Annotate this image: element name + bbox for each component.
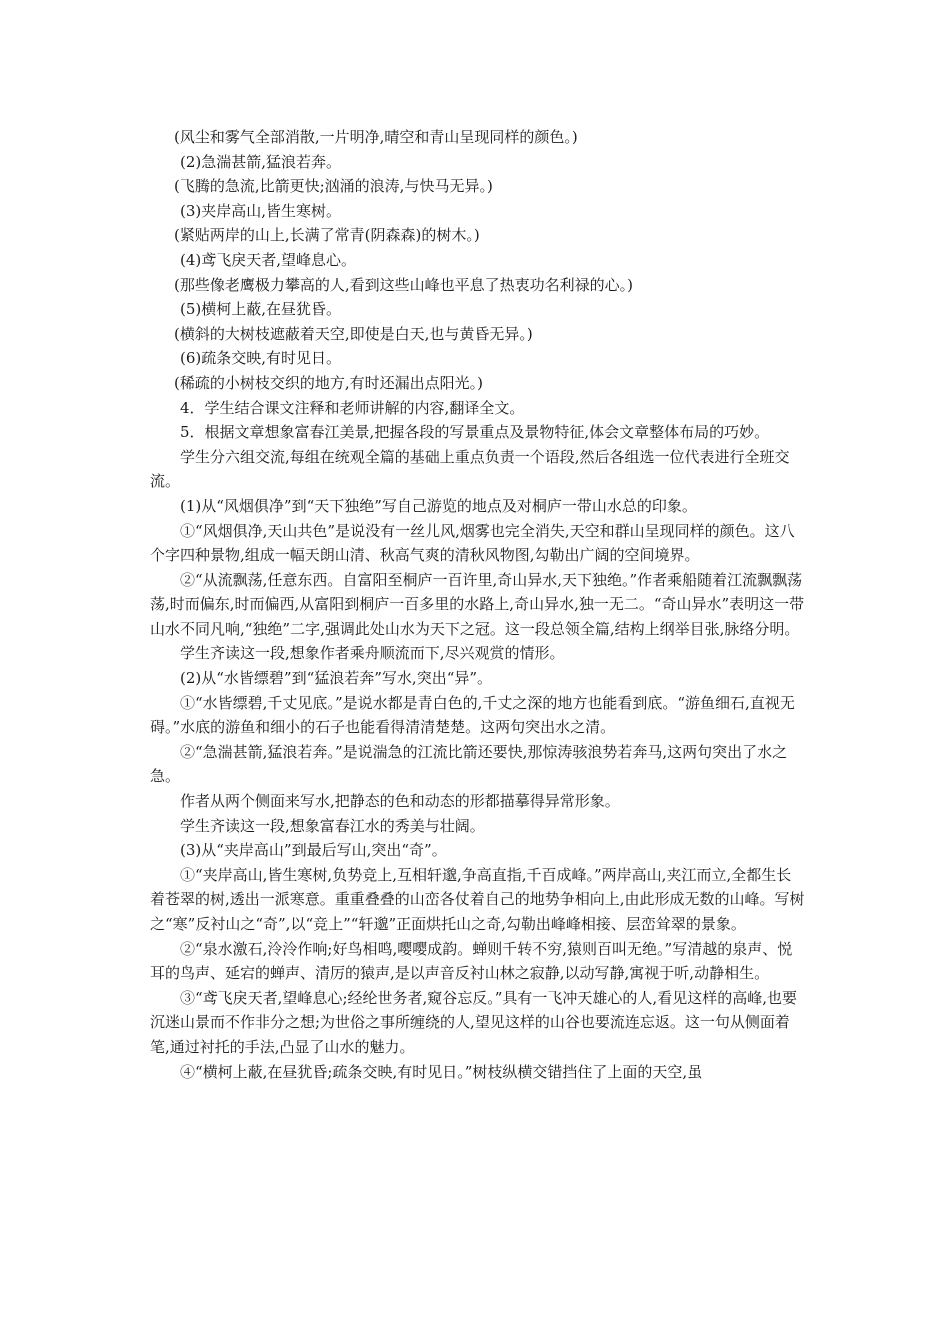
translation-line: (飞腾的急流,比箭更快;汹涌的浪涛,与快马无异。): [174, 177, 493, 196]
translation-line: (紧贴两岸的山上,长满了常青(阴森森)的树木。): [174, 226, 480, 245]
analysis-paragraph: ①“风烟俱净,天山共色”是说没有一丝儿风,烟雾也完全消失,天空和群山呈现同样的颜色。这八个字四种景物,组成一幅天朗山清、秋高气爽的清秋风物图,勾勒出广阔的空间境界。: [150, 521, 795, 565]
sentence-item: (5)横柯上蔽,在昼犹昏。: [180, 300, 342, 319]
translation-line: (风尘和雾气全部消散,一片明净,晴空和青山呈现同样的颜色。): [174, 128, 578, 146]
body-paragraph: 作者从两个侧面来写水,把静态的色和动态的形都描摹得异常形象。: [180, 792, 620, 811]
analysis-paragraph: ②“急湍甚箭,猛浪若奔。”是说湍急的江流比箭还要快,那惊涛骇浪势若奔马,这两句突出了水之急。: [150, 742, 788, 786]
analysis-paragraph: ④“横柯上蔽,在昼犹昏;疏条交映,有时见日。”树枝纵横交错挡住了上面的天空,虽: [180, 1062, 703, 1081]
translation-line: (那些像老鹰极力攀高的人,看到这些山峰也平息了热衷功名利禄的心。): [174, 275, 633, 294]
analysis-paragraph: ②“从流飘荡,任意东西。自富阳至桐庐一百许里,奇山异水,天下独绝。”作者乘船随着江流飘飘荡荡,时而偏东,时而偏西,从富阳到桐庐一百多里的水路上,奇山异水,独一无二。“奇山异水”表明这一带山水不同凡响,“独绝”二字,强调此处山水为天下之冠。这一段总领全篇,结构上纲举目张,脉络分明。: [150, 570, 805, 638]
step-paragraph: 5．根据文章想象富春江美景,把握各段的写景重点及景物特征,体会文章整体布局的巧妙。: [180, 423, 770, 442]
body-paragraph: 学生分六组交流,每组在统观全篇的基础上重点负责一个语段,然后各组选一位代表进行全班交流。: [150, 447, 790, 491]
translation-line: (横斜的大树枝遮蔽着天空,即使是白天,也与黄昏无异。): [174, 324, 533, 343]
analysis-paragraph: ③“鸢飞戾天者,望峰息心;经纶世务者,窥谷忘反。”具有一飞冲天雄心的人,看见这样的高峰,也要沉迷山景而不作非分之想;为世俗之事所缠绕的人,望见这样的山谷也要流连忘返。这一句从侧面着笔,通过衬托的手法,凸显了山水的魅力。: [150, 988, 797, 1056]
analysis-paragraph: ①“夹岸高山,皆生寒树,负势竞上,互相轩邈,争高直指,千百成峰。”两岸高山,夹江而立,全都生长着苍翠的树,透出一派寒意。重重叠叠的山峦各仗着自己的地势争相向上,由此形成无数的山峰。写树之“寒”反衬山之“奇”,以“竞上”“轩邈”正面烘托山之奇,勾勒出峰峰相接、层峦耸翠的景象。: [150, 865, 805, 933]
section-heading: (1)从“风烟俱净”到“天下独绝”写自己游览的地点及对桐庐一带山水总的印象。: [180, 496, 697, 515]
sentence-item: (4)鸢飞戾天者,望峰息心。: [180, 250, 357, 269]
body-paragraph: 学生齐读这一段,想象作者乘舟顺流而下,尽兴观赏的情形。: [180, 644, 565, 663]
section-heading: (2)从“水皆缥碧”到“猛浪若奔”写水,突出“异”。: [180, 669, 493, 688]
analysis-paragraph: ①“水皆缥碧,千丈见底。”是说水都是青白色的,千丈之深的地方也能看到底。“游鱼细石,直视无碍。”水底的游鱼和细小的石子也能看得清清楚楚。这两句突出水之清。: [150, 693, 795, 737]
step-paragraph: 4．学生结合课文注释和老师讲解的内容,翻译全文。: [180, 398, 525, 417]
analysis-paragraph: ②“泉水激石,泠泠作响;好鸟相鸣,嘤嘤成韵。蝉则千转不穷,猿则百叫无绝。”写清越的泉声、悦耳的鸟声、延宕的蝉声、清厉的猿声,是以声音反衬山林之寂静,以动写静,寓视于听,动静相生。: [150, 939, 793, 983]
sentence-item: (2)急湍甚箭,猛浪若奔。: [180, 152, 342, 171]
translation-line: (稀疏的小树枝交织的地方,有时还漏出点阳光。): [174, 373, 483, 392]
sentence-item: (6)疏条交映,有时见日。: [180, 349, 342, 368]
section-heading: (3)从“夹岸高山”到最后写山,突出“奇”。: [180, 841, 447, 860]
document-body: [150, 125, 805, 1084]
sentence-item: (3)夹岸高山,皆生寒树。: [180, 201, 342, 220]
body-paragraph: 学生齐读这一段,想象富春江水的秀美与壮阔。: [180, 816, 485, 835]
